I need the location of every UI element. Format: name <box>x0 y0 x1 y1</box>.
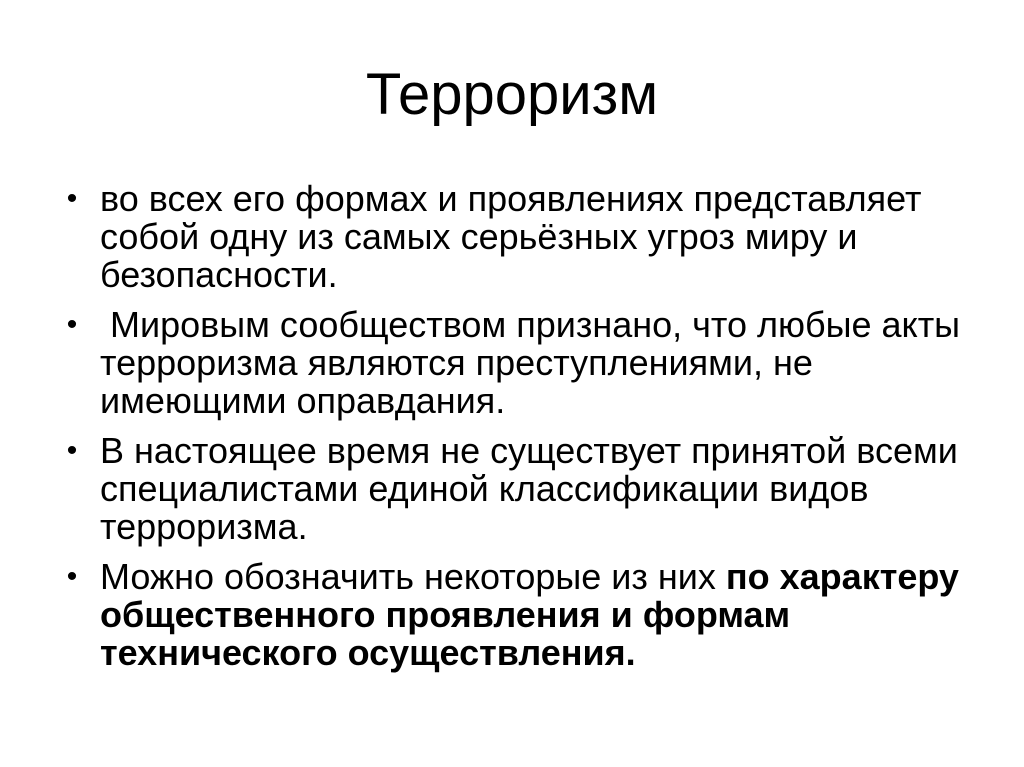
bullet-text-4-bold: по характеру общественного проявления и формам технического осуществления. <box>100 556 959 673</box>
bullet-text-2: Мировым сообществом признано, что любые акты терроризма являются преступлениями, не имеющими оправдания. <box>100 304 971 421</box>
bullet-item-4 <box>60 558 980 672</box>
bullet-text-1: во всех его формах и проявлениях представляет собой одну из самых серьёзных угроз миру и безопасности. <box>100 178 922 295</box>
bullet-point-icon: • <box>66 560 78 593</box>
bullet-text-3: В настоящее время не существует принятой всеми специалистами единой классификации видов терроризма. <box>100 430 958 547</box>
bullet-item-2 <box>60 306 980 420</box>
bullet-item-3 <box>60 432 980 546</box>
slide-title: Терроризм <box>365 62 659 127</box>
bullet-point-icon: • <box>66 308 78 341</box>
bullet-item-1 <box>60 180 980 294</box>
bullet-point-icon: • <box>66 182 78 215</box>
bullet-text-4: Можно обозначить некоторые из них <box>100 556 726 597</box>
bullet-list <box>60 180 980 684</box>
bullet-point-icon: • <box>66 434 78 467</box>
